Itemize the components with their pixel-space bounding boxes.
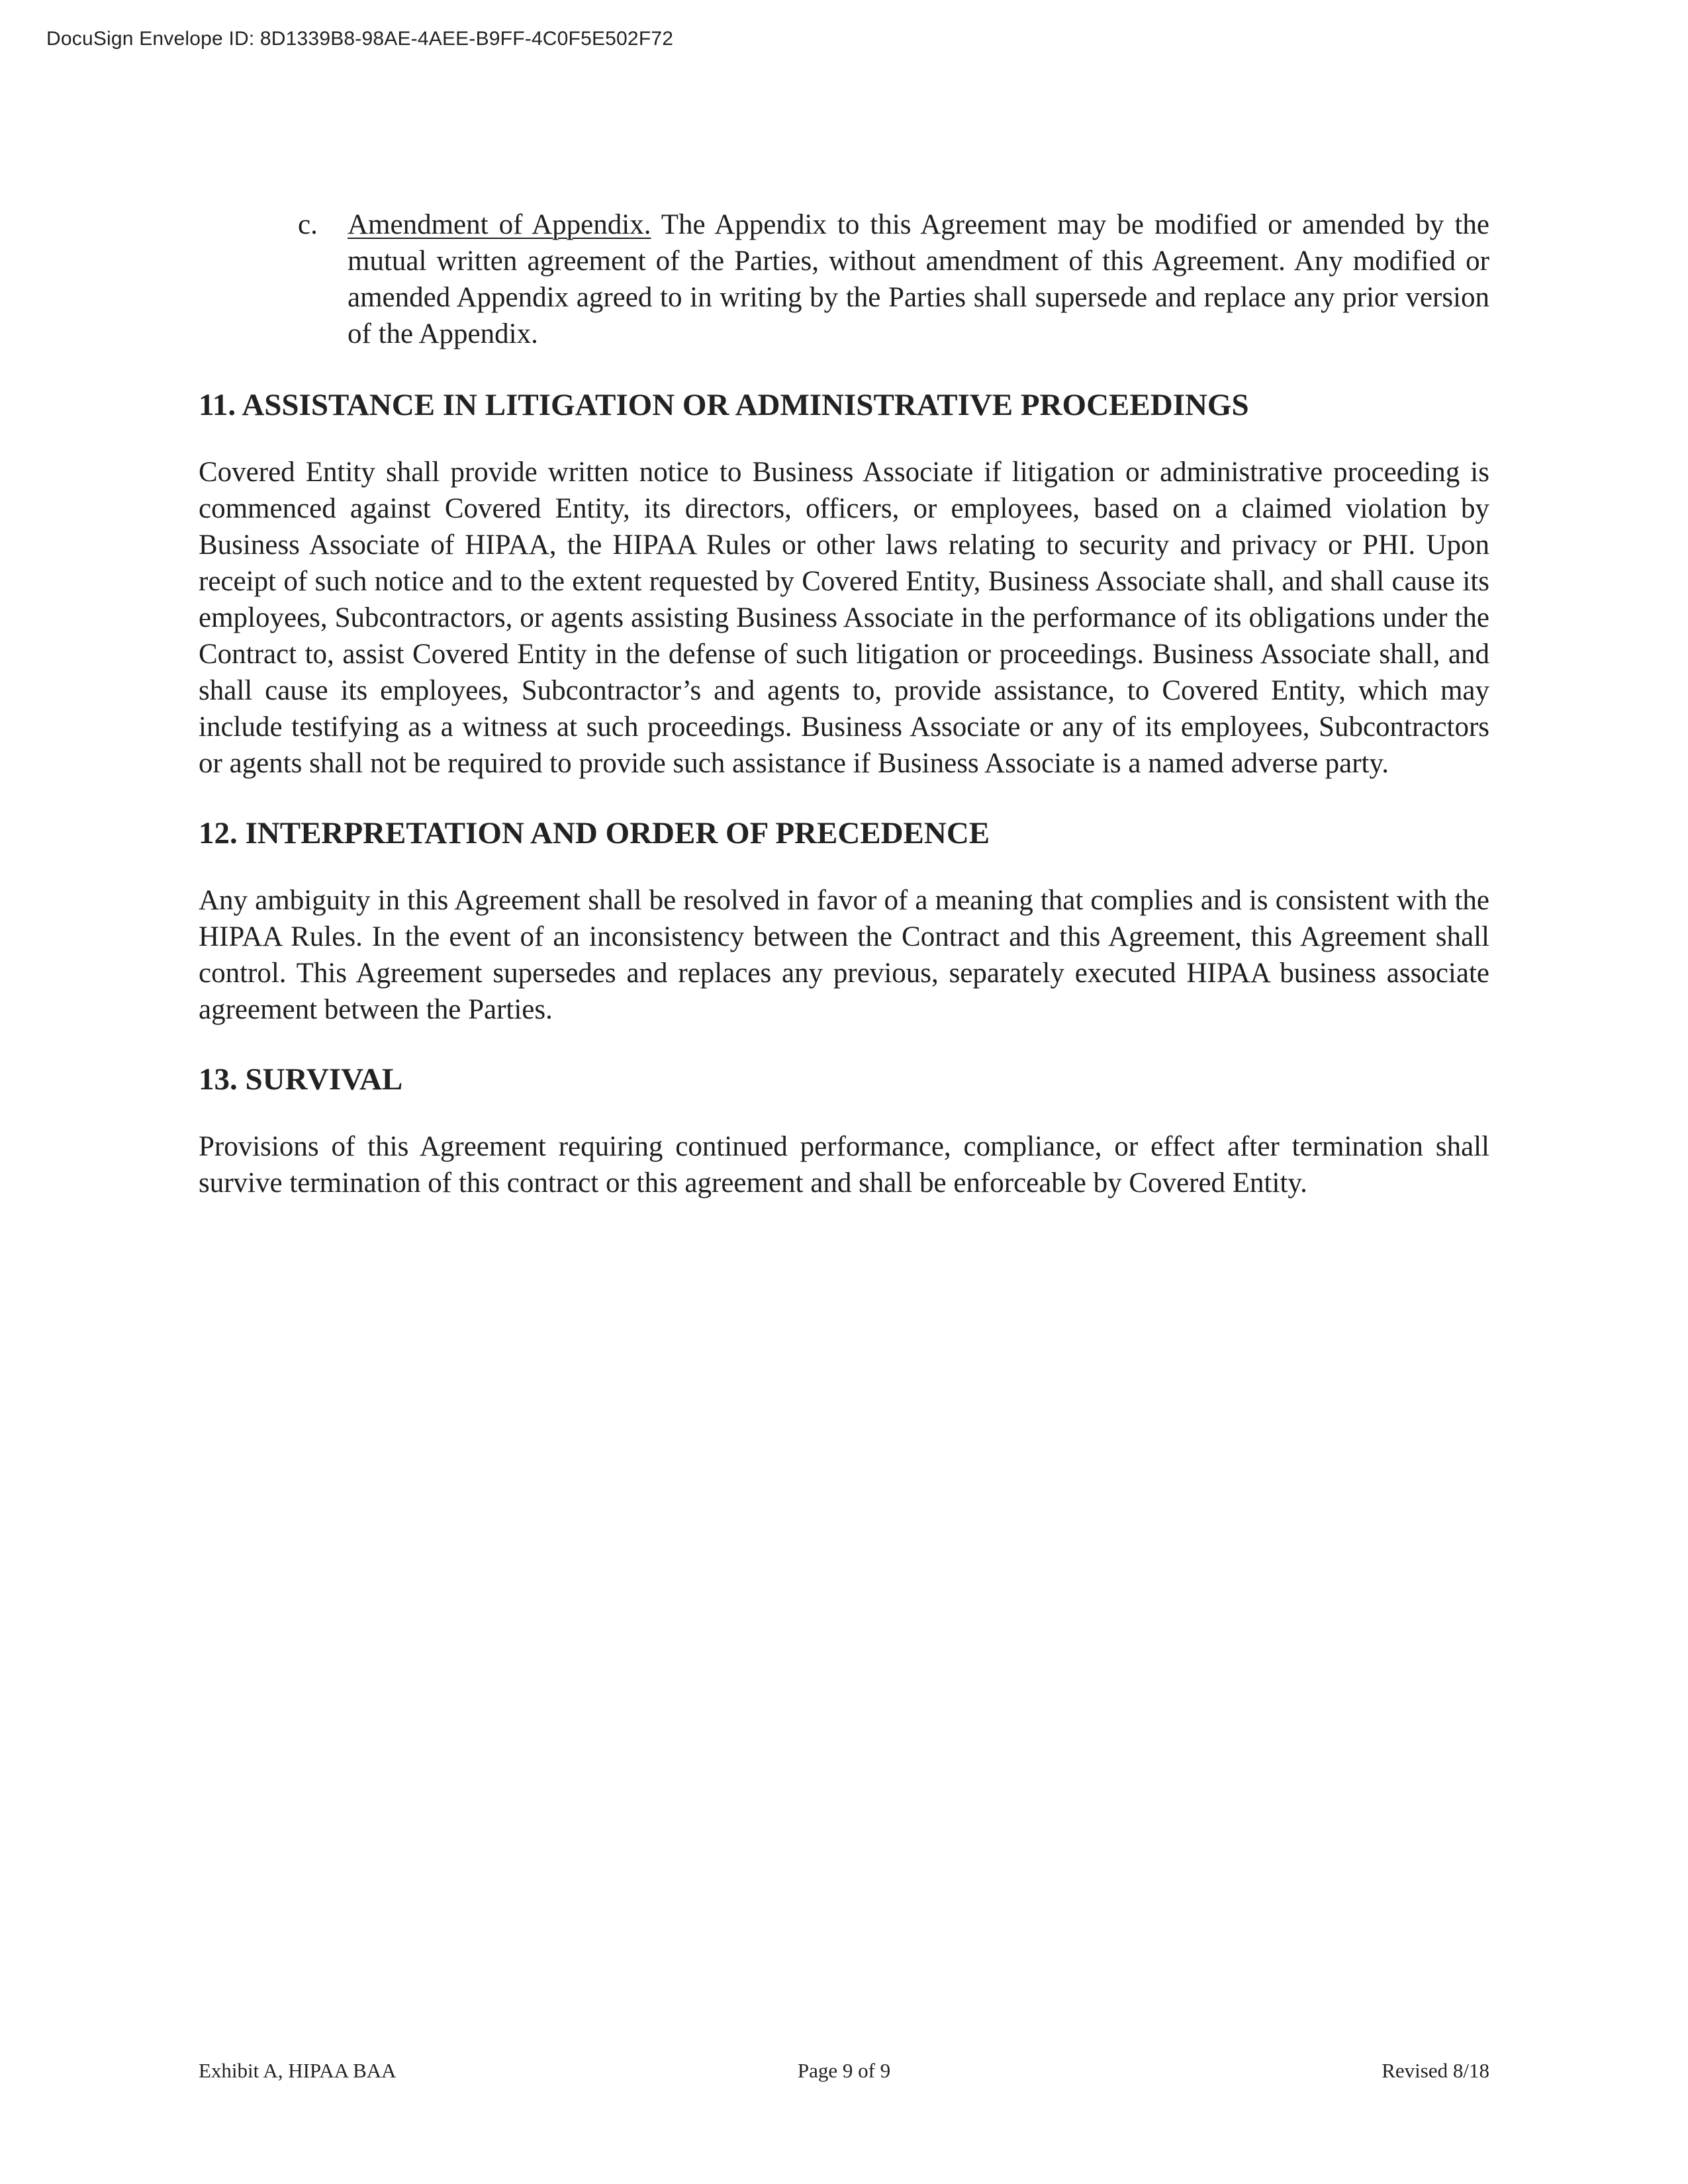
section-paragraph: Provisions of this Agreement requiring continued performance, compliance, or effect after termination shall survive termination of this contract or this agreement and shall be enforceable by Covered Entity. [199,1131,1489,1199]
footer-revision: Revised 8/18 [1382,2059,1489,2082]
footer-exhibit-label: Exhibit A, HIPAA BAA [199,2059,397,2082]
footer-page-number: Page 9 of 9 [797,2059,891,2082]
sub-item-text: The Appendix to this Agreement may be modified or amended by the mutual written agreement of the Parties, without amendment of this Agreement. Any modified or amended Appendix agreed to in writing by the Parties shall supersede and replace any prior version of the Appendix. [348,209,1489,349]
sub-item-letter: c. [298,209,318,240]
sub-item-paragraph [348,206,1489,352]
section-12 [199,815,1489,1028]
sub-item-amendment-of-appendix [199,206,1489,352]
section-paragraph: Covered Entity shall provide written notice to Business Associate if litigation or administrative proceeding is commenced against Covered Entity, its directors, officers, or employees, based on a claimed violation by Business Associate of HIPAA, the HIPAA Rules or other laws relating to security and privacy or PHI. Upon receipt of such notice and to the extent requested by Covered Entity, Business Associate shall, and shall cause its employees, Subcontractors, or agents assisting Business Associate in the performance of its obligations under the Contract to, assist Covered Entity in the defense of such litigation or proceedings. Business Associate shall, and shall cause its employees, Subcontractor’s and agents to, provide assistance, to Covered Entity, which may include testifying as a witness at such proceedings. Business Associate or any of its employees, Subcontractors or agents shall not be required to provide such assistance if Business Associate is a named adverse party. [199,457,1489,779]
section-heading: 12. INTERPRETATION AND ORDER OF PRECEDENCE [199,816,990,850]
section-13 [199,1061,1489,1201]
page-footer [199,2059,1489,2085]
section-heading: 11. ASSISTANCE IN LITIGATION OR ADMINISTRATIVE PROCEEDINGS [199,388,1249,422]
sub-item-title: Amendment of Appendix. [348,209,651,240]
section-heading: 13. SURVIVAL [199,1062,403,1097]
section-paragraph: Any ambiguity in this Agreement shall be resolved in favor of a meaning that complies and is consistent with the HIPAA Rules. In the event of an inconsistency between the Contract and this Agreement, this Agreement shall control. This Agreement supersedes and replaces any previous, separately executed HIPAA business associate agreement between the Parties. [199,885,1489,1025]
section-11 [199,387,1489,782]
document-body [199,206,1489,1234]
docusign-envelope-id: DocuSign Envelope ID: 8D1339B8-98AE-4AEE-B9FF-4C0F5E502F72 [46,28,674,50]
